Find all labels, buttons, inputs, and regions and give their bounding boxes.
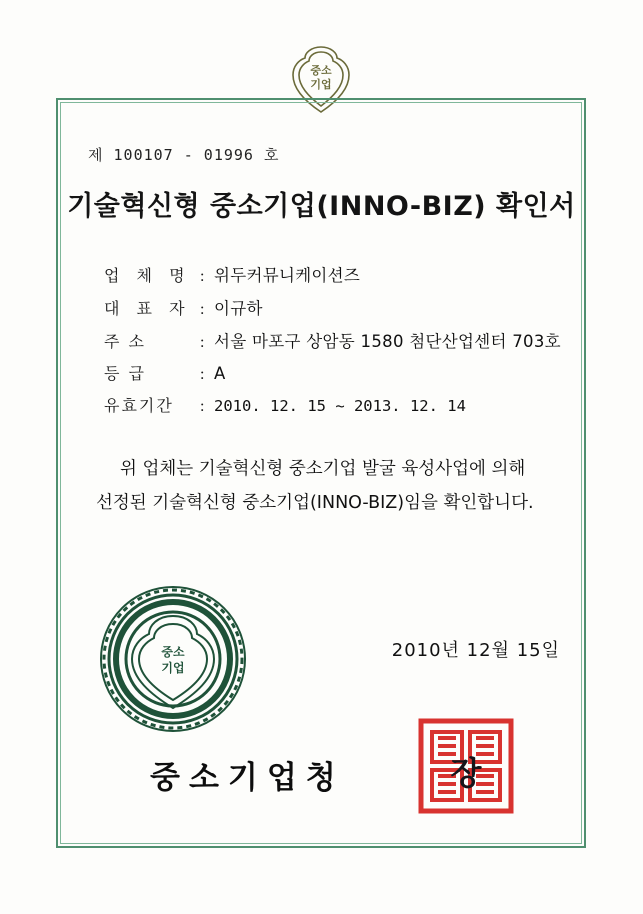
svg-text:기업: 기업: [310, 78, 332, 91]
field-row-address: [104, 328, 564, 352]
issuer-title-char: 장: [450, 754, 482, 792]
field-row-company: [104, 262, 564, 286]
document-number: 제 100107 - 01996 호: [88, 146, 280, 164]
issuer-name: 중소기업청: [150, 760, 345, 796]
field-row-representative: [104, 295, 564, 319]
certificate-body-text: 위 업체는 기술혁신형 중소기업 발굴 육성사업에 의해 선정된 기술혁신형 중소기업(INNO-BIZ)임을 확인합니다.: [96, 459, 534, 513]
field-value-representative: 이규하: [214, 299, 263, 318]
embossed-seal-icon: [96, 582, 250, 736]
field-row-grade: [104, 361, 564, 384]
field-value-grade: A: [214, 364, 226, 383]
certificate-title: 기술혁신형 중소기업(INNO-BIZ) 확인서: [67, 191, 576, 222]
issue-date: 2010년 12월 15일: [391, 640, 560, 661]
field-value-validity: 2010. 12. 15 ~ 2013. 12. 14: [214, 397, 466, 415]
svg-text:기업: 기업: [161, 661, 185, 675]
field-colon-validity: :: [200, 398, 205, 415]
field-colon-grade: :: [200, 366, 205, 383]
field-row-validity: [104, 393, 564, 416]
field-label-grade: 등 급: [104, 364, 146, 383]
field-label-company: 업 체 명: [104, 266, 191, 285]
field-colon-company: :: [200, 268, 205, 285]
field-label-representative: 대 표 자: [104, 299, 191, 318]
field-colon-address: :: [200, 334, 205, 351]
field-value-company: 위두커뮤니케이션즈: [214, 266, 361, 285]
svg-text:중소: 중소: [310, 64, 332, 77]
field-colon-representative: :: [200, 301, 205, 318]
field-label-address: 주 소: [104, 332, 146, 351]
field-value-address: 서울 마포구 상암동 1580 첨단산업센터 703호: [214, 332, 561, 351]
svg-text:중소: 중소: [161, 645, 185, 659]
field-label-validity: 유효기간: [104, 396, 174, 415]
certificate-fields: [104, 262, 564, 425]
